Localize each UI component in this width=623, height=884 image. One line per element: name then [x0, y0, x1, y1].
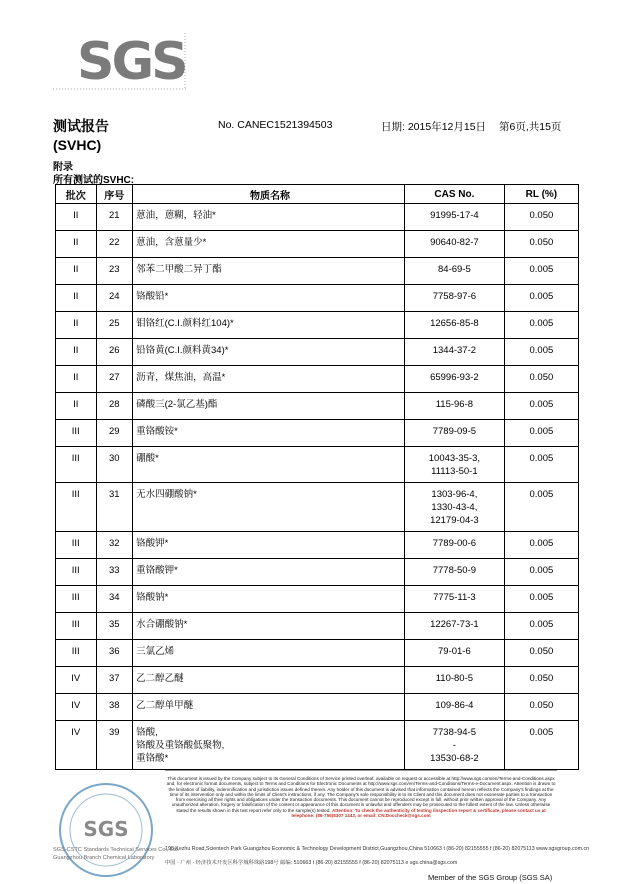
cell-substance: 钼铬红(C.I.颜料红104)*	[133, 312, 405, 339]
report-subtitle: (SVHC)	[53, 137, 102, 153]
address-english: 198 Kezhu Road,Scientech Park Guangzhou Economic & Technology Development District,Guangzhou,China 510663 t (86-20) 82155555 f (86-20) 82075113 www.sgsgroup.com.cn	[165, 846, 590, 852]
report-date: 日期: 2015年12月15日	[381, 121, 487, 133]
cell-substance: 水合硼酸钠*	[133, 613, 405, 640]
cell-batch: II	[56, 339, 97, 366]
cell-substance: 三氯乙烯	[133, 640, 405, 667]
logo-text: SGS	[77, 32, 186, 92]
cell-rl: 0.005	[504, 447, 578, 483]
cell-cas: 84-69-5	[404, 258, 504, 285]
lab-branch: Guangzhou Branch Chemical Laboratory	[53, 855, 155, 861]
table-row	[56, 613, 579, 640]
cell-rl: 0.050	[504, 694, 578, 721]
table-row	[56, 721, 579, 770]
cell-seq: 23	[96, 258, 133, 285]
header-rl: RL (%)	[504, 185, 578, 204]
table-row	[56, 258, 579, 285]
cell-batch: II	[56, 393, 97, 420]
address-chinese: 中国 · 广州 · 经济技术开发区科学城科珠路198号 邮编: 510663 t (86-20) 82155555 f (86-20) 82075113 e sgs.china@sgs.com	[165, 860, 458, 866]
cell-cas: 7758-97-6	[404, 285, 504, 312]
cell-batch: III	[56, 447, 97, 483]
table-row	[56, 393, 579, 420]
cell-seq: 35	[96, 613, 133, 640]
disclaimer-text: This document is issued by the Company subject to its General Conditions of Service printed overleaf, available on request or accessible at http://www.sgs.com/en/Terms-and-Conditions.aspx and, for electronic format documents, subject to Terms and Conditions for Electronic Documents at http://www.sgs.com/en/Terms-and-Conditions/Terms-e-Document.aspx. Attention is drawn to the limitation of liability, indemnification and jurisdiction issues defined therein. Any holder of this document is advised that information contained hereon reflects the Company's findings at the time of its intervention only and within the limits of Client's instructions, if any. The Company's sole responsibility is to its Client and this document does not exonerate parties to a transaction from exercising all their rights and obligations under the transaction documents. This document cannot be reproduced except in full, without prior written approval of the Company. Any unauthorized alteration, forgery or falsification of the content or appearance of this document is unlawful and offenders may be prosecuted to the fullest extent of the law. Unless otherwise stated the results shown in this test report refer only to the sample(s) tested.	[166, 776, 556, 813]
cell-seq: 21	[96, 204, 133, 231]
table-row	[56, 312, 579, 339]
cell-cas: 7778-50-9	[404, 559, 504, 586]
cell-seq: 33	[96, 559, 133, 586]
cell-cas: 7738-94-5 - 13530-68-2	[404, 721, 504, 770]
cell-batch: III	[56, 420, 97, 447]
table-row	[56, 447, 579, 483]
table-row	[56, 231, 579, 258]
cell-seq: 39	[96, 721, 133, 770]
table-row	[56, 420, 579, 447]
cell-batch: III	[56, 483, 97, 532]
svg-text:SGS: SGS	[83, 817, 129, 841]
cell-rl: 0.050	[504, 204, 578, 231]
cell-seq: 24	[96, 285, 133, 312]
table-row	[56, 366, 579, 393]
cell-seq: 22	[96, 231, 133, 258]
cell-seq: 36	[96, 640, 133, 667]
cell-rl: 0.050	[504, 667, 578, 694]
cell-substance: 重铬酸铵*	[133, 420, 405, 447]
cell-batch: II	[56, 366, 97, 393]
table-row	[56, 667, 579, 694]
cell-cas: 1344-37-2	[404, 339, 504, 366]
cell-rl: 0.005	[504, 285, 578, 312]
cell-seq: 27	[96, 366, 133, 393]
cell-seq: 30	[96, 447, 133, 483]
cell-cas: 110-80-5	[404, 667, 504, 694]
page-indicator: 第6页,共15页	[499, 121, 562, 133]
table-header-row	[56, 185, 579, 204]
cell-cas: 115-96-8	[404, 393, 504, 420]
cell-batch: II	[56, 312, 97, 339]
cell-cas: 7789-00-6	[404, 532, 504, 559]
table-row	[56, 586, 579, 613]
cell-rl: 0.050	[504, 231, 578, 258]
cell-substance: 邻苯二甲酸二异丁酯	[133, 258, 405, 285]
cell-substance: 磷酸三(2-氯乙基)酯	[133, 393, 405, 420]
appendix-label: 附录	[53, 162, 73, 173]
cell-rl: 0.005	[504, 339, 578, 366]
header-seq: 序号	[96, 185, 133, 204]
cell-cas: 109-86-4	[404, 694, 504, 721]
section-heading: 所有测试的SVHC:	[53, 175, 135, 186]
cell-rl: 0.005	[504, 393, 578, 420]
cell-rl: 0.050	[504, 366, 578, 393]
cell-batch: III	[56, 559, 97, 586]
svhc-table	[55, 184, 579, 770]
member-line: Member of the SGS Group (SGS SA)	[428, 873, 553, 882]
cell-batch: II	[56, 258, 97, 285]
cell-substance: 硼酸*	[133, 447, 405, 483]
cell-rl: 0.005	[504, 312, 578, 339]
cell-batch: III	[56, 640, 97, 667]
cell-substance: 铅铬黄(C.I.颜料黄34)*	[133, 339, 405, 366]
table-row	[56, 285, 579, 312]
testing-service-stamp	[56, 780, 156, 880]
cell-batch: II	[56, 231, 97, 258]
cell-seq: 28	[96, 393, 133, 420]
cell-cas: 91995-17-4	[404, 204, 504, 231]
cell-batch: IV	[56, 694, 97, 721]
table-row	[56, 694, 579, 721]
cell-substance: 无水四硼酸钠*	[133, 483, 405, 532]
cell-substance: 乙二醇乙醚	[133, 667, 405, 694]
cell-seq: 32	[96, 532, 133, 559]
cell-cas: 10043-35-3, 11113-50-1	[404, 447, 504, 483]
cell-batch: III	[56, 613, 97, 640]
cell-seq: 31	[96, 483, 133, 532]
cell-batch: IV	[56, 721, 97, 770]
cell-substance: 铬酸钾*	[133, 532, 405, 559]
cell-seq: 25	[96, 312, 133, 339]
cell-batch: III	[56, 532, 97, 559]
sgs-logo	[53, 33, 187, 91]
cell-substance: 铬酸, 铬酸及重铬酸低聚物, 重铬酸*	[133, 721, 405, 770]
table-row	[56, 339, 579, 366]
cell-batch: III	[56, 586, 97, 613]
cell-rl: 0.005	[504, 721, 578, 770]
cell-seq: 34	[96, 586, 133, 613]
cell-seq: 26	[96, 339, 133, 366]
cell-cas: 12267-73-1	[404, 613, 504, 640]
report-title: 测试报告	[53, 118, 109, 134]
cell-cas: 65996-93-2	[404, 366, 504, 393]
footer-disclaimer	[165, 776, 557, 818]
cell-cas: 79-01-6	[404, 640, 504, 667]
cell-substance: 蒽油，蒽糊，轻油*	[133, 204, 405, 231]
cell-rl: 0.005	[504, 586, 578, 613]
cell-seq: 38	[96, 694, 133, 721]
cell-substance: 沥青，煤焦油，高温*	[133, 366, 405, 393]
cell-seq: 37	[96, 667, 133, 694]
cell-substance: 乙二醇单甲醚	[133, 694, 405, 721]
lab-name: SGS-CSTC Standards Technical Services Co., Ltd.	[53, 847, 180, 853]
table-row	[56, 204, 579, 231]
cell-rl: 0.005	[504, 258, 578, 285]
cell-cas: 7775-11-3	[404, 586, 504, 613]
cell-substance: 铬酸铅*	[133, 285, 405, 312]
table-row	[56, 483, 579, 532]
table-row	[56, 640, 579, 667]
header-substance: 物质名称	[133, 185, 405, 204]
cell-seq: 29	[96, 420, 133, 447]
table-row	[56, 559, 579, 586]
cell-batch: II	[56, 204, 97, 231]
cell-cas: 7789-09-5	[404, 420, 504, 447]
cell-substance: 蒽油，含蒽量少*	[133, 231, 405, 258]
cell-rl: 0.005	[504, 613, 578, 640]
cell-substance: 铬酸钠*	[133, 586, 405, 613]
cell-rl: 0.005	[504, 532, 578, 559]
cell-rl: 0.050	[504, 640, 578, 667]
cell-rl: 0.005	[504, 559, 578, 586]
cell-cas: 12656-85-8	[404, 312, 504, 339]
header-batch: 批次	[56, 185, 97, 204]
cell-batch: II	[56, 285, 97, 312]
cell-cas: 90640-82-7	[404, 231, 504, 258]
cell-substance: 重铬酸钾*	[133, 559, 405, 586]
table-row	[56, 532, 579, 559]
cell-rl: 0.005	[504, 420, 578, 447]
cell-cas: 1303-96-4, 1330-43-4, 12179-04-3	[404, 483, 504, 532]
cell-batch: IV	[56, 667, 97, 694]
report-number: No. CANEC1521394503	[218, 119, 333, 131]
attention-text: Attention: To check the authenticity of testing /inspection report & certificate, please contact us at telephone: (86-755)8307 1443, or email: CN.Doccheck@sgs.com	[291, 807, 546, 819]
stamp-caption	[53, 846, 179, 862]
cell-rl: 0.005	[504, 483, 578, 532]
footer-divider	[165, 770, 557, 771]
header-cas: CAS No.	[404, 185, 504, 204]
